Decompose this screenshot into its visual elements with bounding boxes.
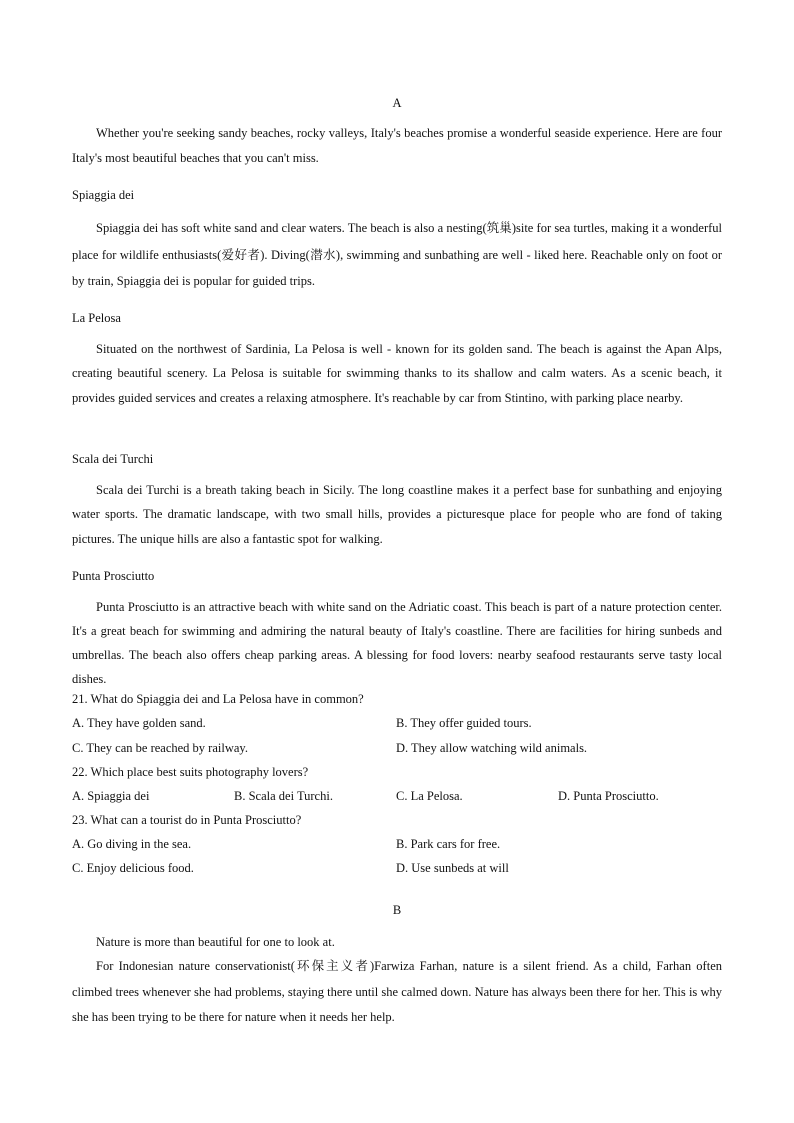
beach-heading-scala-dei-turchi: Scala dei Turchi [72,452,154,466]
question-23-option-b: B. Park cars for free. [396,837,501,851]
question-22-option-d: D. Punta Prosciutto. [558,789,659,803]
question-21-stem: 21. What do Spiaggia dei and La Pelosa have in common? [72,692,364,706]
section-b-paragraph-1: Nature is more than beautiful for one to look at. [96,935,335,949]
question-21-option-a: A. They have golden sand. [72,716,206,730]
section-a-label: A [392,96,402,110]
beach-text-scala-dei-turchi: Scala dei Turchi is a breath taking beach in Sicily. The long coastline makes it a perfect base for sunbathing and enjoying water sports. The dramatic landscape, with two small hills, provides a picturesque place for people who are fond of taking pictures. The unique hills are also a fantastic spot for walking. [72,483,722,546]
question-23-option-c: C. Enjoy delicious food. [72,861,194,875]
question-23-stem: 23. What can a tourist do in Punta Prosciutto? [72,813,302,827]
question-23-option-a: A. Go diving in the sea. [72,837,192,851]
beach-text-la-pelosa: Situated on the northwest of Sardinia, La Pelosa is well - known for its golden sand. The beach is against the Apan Alps, creating beautiful scenery. La Pelosa is suitable for swimming thanks to its shallow and calm waters. As a scenic beach, it provides guided services and creates a relaxing atmosphere. It's reachable by car from Stintino, with parking place nearby. [72,342,722,405]
section-a-intro: Whether you're seeking sandy beaches, rocky valleys, Italy's beaches promise a wonderful seaside experience. Here are four Italy's most beautiful beaches that you can't miss. [72,126,722,165]
beach-text-punta-prosciutto: Punta Prosciutto is an attractive beach with white sand on the Adriatic coast. This beach is part of a nature protection center. It's a great beach for swimming and admiring the natural beauty of Italy's coastline. There are facilities for hiring sunbeds and umbrellas. The beach also offers cheap parking areas. A blessing for food lovers: nearby seafood restaurants serve tasty local dishes. [72,600,722,687]
question-21-option-d: D. They allow watching wild animals. [396,741,588,755]
question-22-option-a: A. Spiaggia dei [72,789,150,803]
question-21-option-c: C. They can be reached by railway. [72,741,248,755]
beach-heading-spiaggia-dei: Spiaggia dei [72,188,135,202]
section-b-paragraph-2: For Indonesian nature conservationist(环保主义者)Farwiza Farhan, nature is a silent friend. As a child, Farhan often climbed trees whenever she had problems, staying there until she calmed down. Nature has always been there for her. This is why she has been trying to be there for nature when it needs her help. [72,959,722,1024]
question-22-option-b: B. Scala dei Turchi. [234,789,333,803]
question-22-stem: 22. Which place best suits photography lovers? [72,765,309,779]
question-23-option-d: D. Use sunbeds at will [396,861,509,875]
question-22-option-c: C. La Pelosa. [396,789,463,803]
section-b-label: B [392,903,402,917]
beach-heading-punta-prosciutto: Punta Prosciutto [72,569,155,583]
beach-text-spiaggia-dei: Spiaggia dei has soft white sand and clear waters. The beach is also a nesting(筑巢)site for sea turtles, making it a wonderful place for wildlife enthusiasts(爱好者). Diving(潜水), swimming and sunbathing are well - liked here. Reachable only on foot or by train, Spiaggia dei is popular for guided trips. [72,221,722,288]
beach-heading-la-pelosa: La Pelosa [72,311,121,325]
question-21-option-b: B. They offer guided tours. [396,716,532,730]
